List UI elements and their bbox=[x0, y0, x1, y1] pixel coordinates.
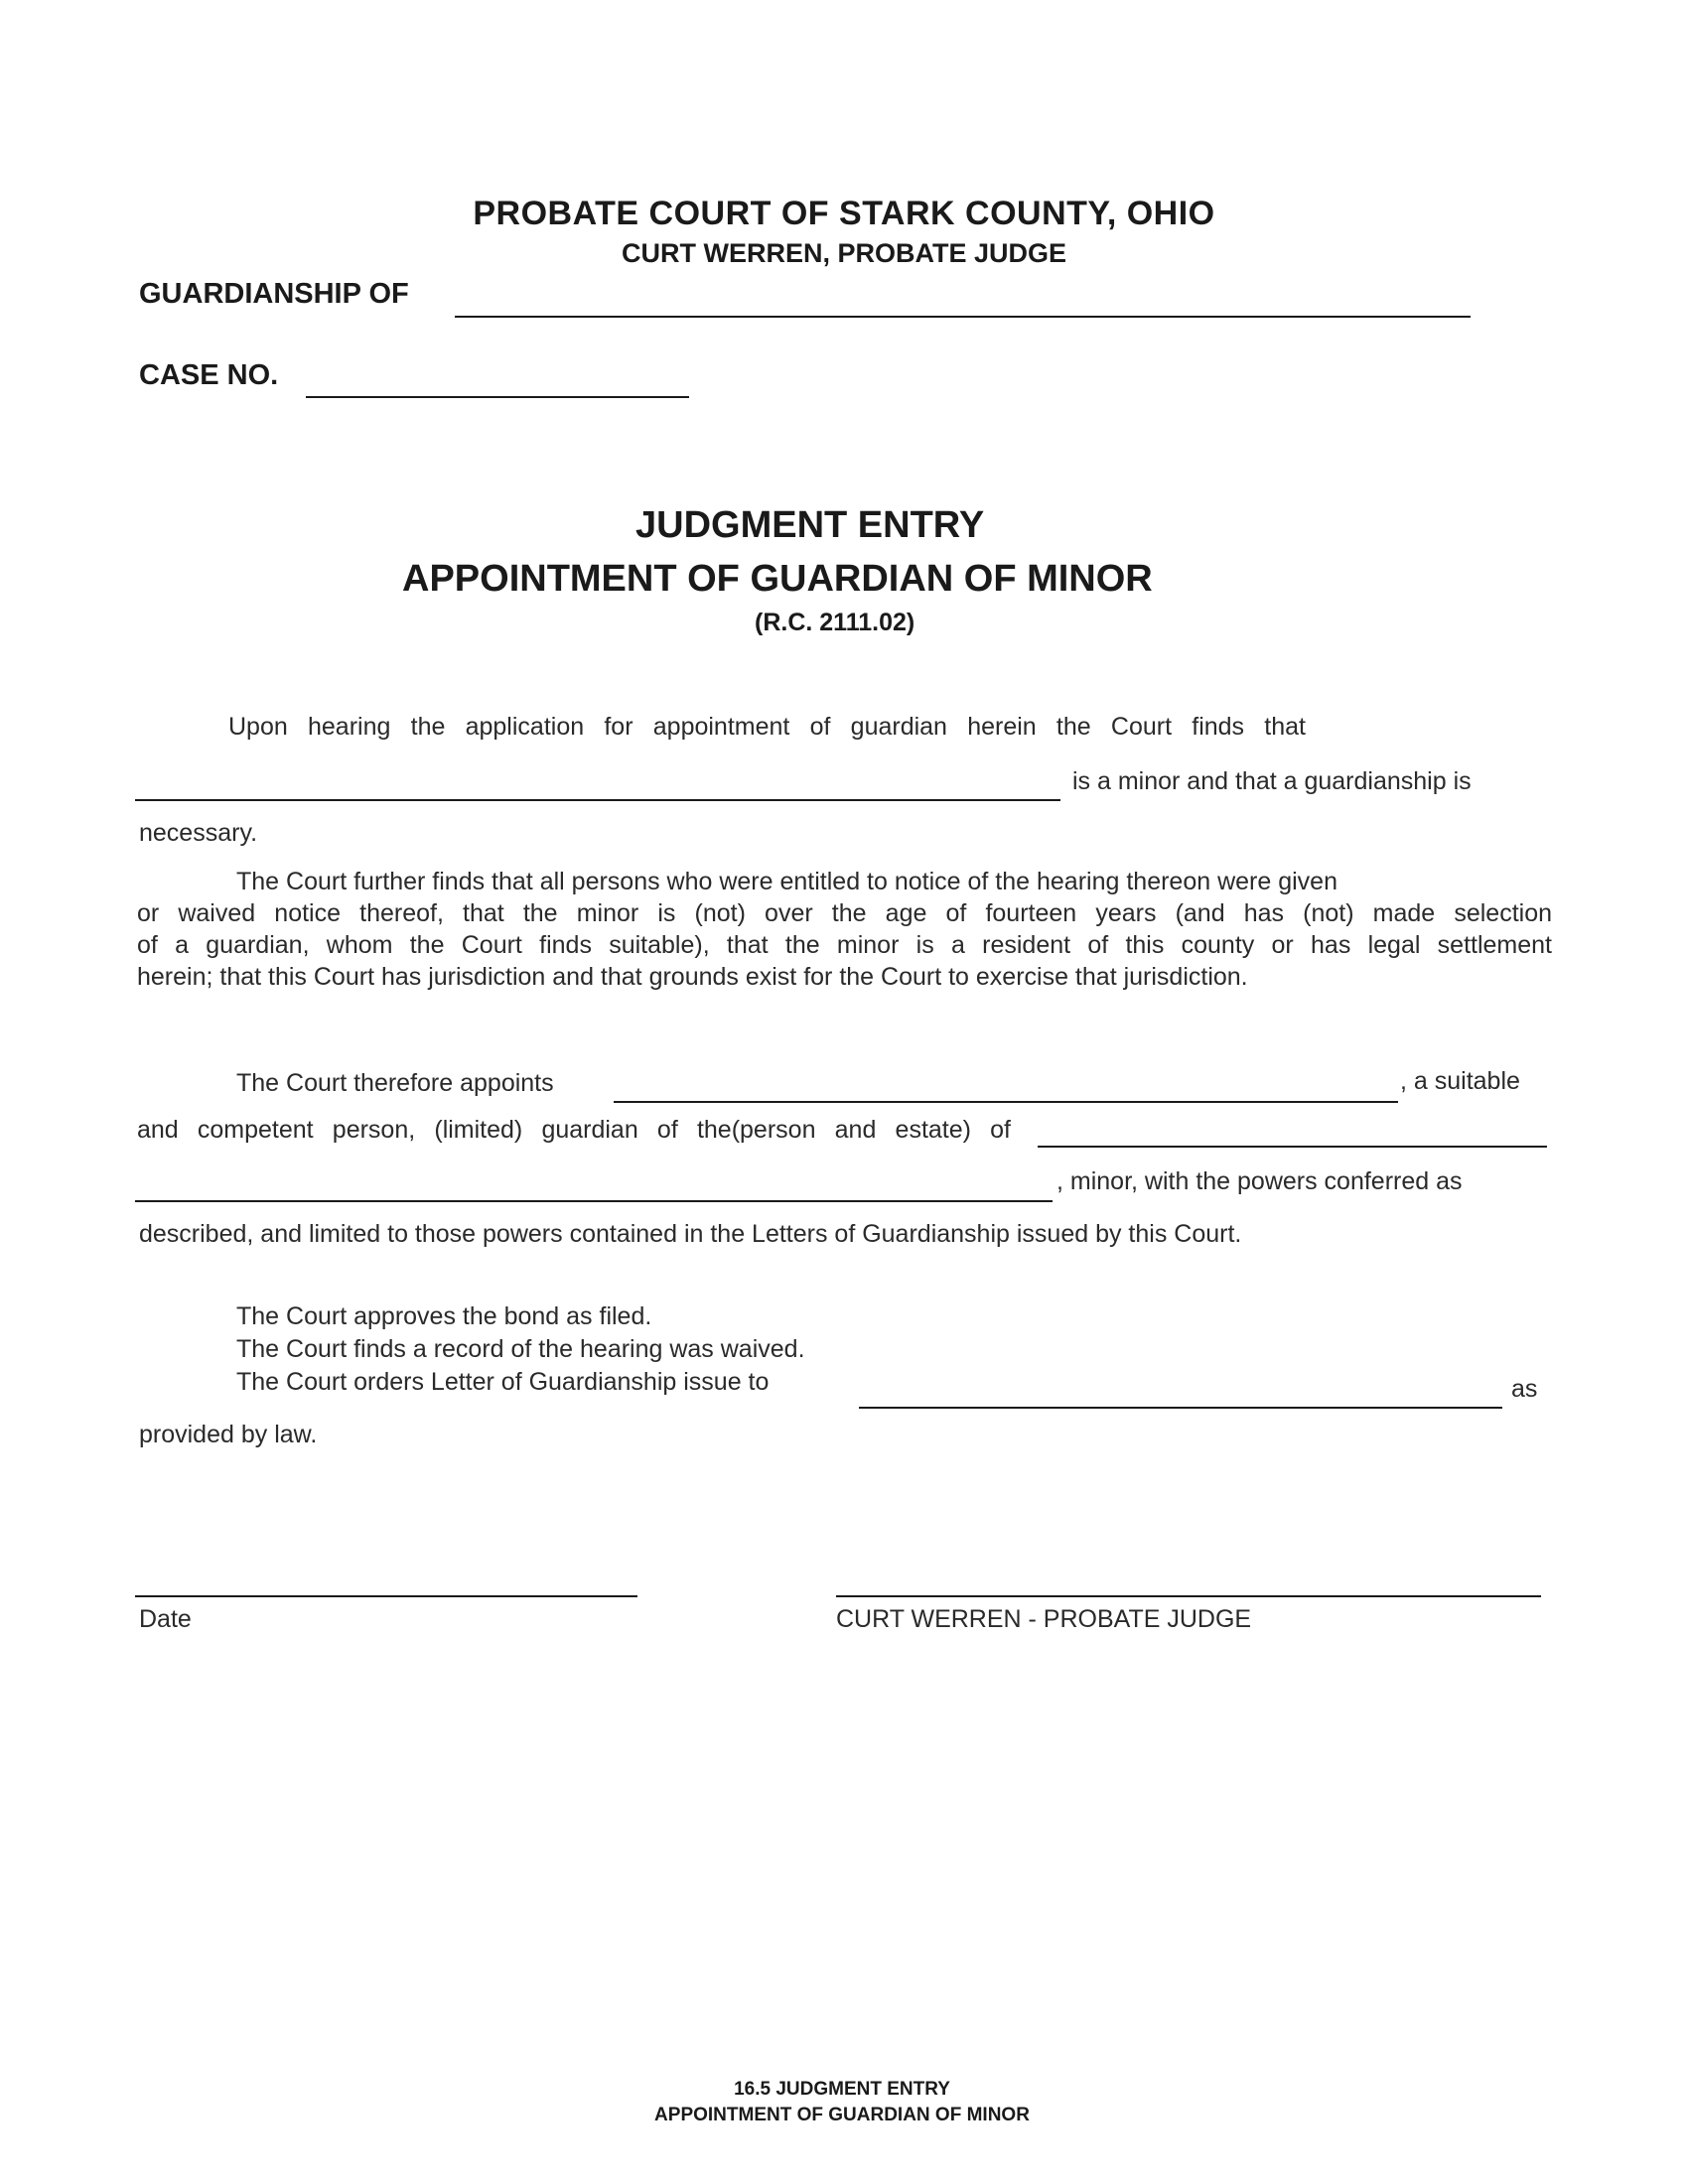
court-name: PROBATE COURT OF STARK COUNTY, OHIO bbox=[473, 195, 1215, 232]
competent-person-line: and competent person, (limited) guardian of the(person and estate) of bbox=[137, 1116, 1011, 1144]
notice-line-1: The Court further finds that all persons who were entitled to notice of the hearing thereon were given bbox=[236, 868, 1337, 895]
document-subtitle: APPOINTMENT OF GUARDIAN OF MINOR bbox=[402, 558, 1153, 600]
minor-powers-text: , minor, with the powers conferred as bbox=[1056, 1167, 1463, 1195]
ward-name-field-2[interactable] bbox=[135, 1200, 1053, 1202]
finding-line-2: is a minor and that a guardianship is bbox=[1072, 767, 1472, 795]
letters-order: The Court orders Letter of Guardianship issue to bbox=[236, 1368, 770, 1396]
provided-by-law: provided by law. bbox=[139, 1421, 318, 1448]
notice-line-4: herein; that this Court has jurisdiction and that grounds exist for the Court to exercise that jurisdiction. bbox=[137, 963, 1248, 991]
appoints-label: The Court therefore appoints bbox=[236, 1069, 554, 1097]
document-title: JUDGMENT ENTRY bbox=[635, 504, 985, 546]
judge-signature-field[interactable] bbox=[836, 1595, 1541, 1597]
statute-reference: (R.C. 2111.02) bbox=[755, 609, 915, 636]
judge-signature-label: CURT WERREN - PROBATE JUDGE bbox=[836, 1605, 1252, 1633]
minor-name-field[interactable] bbox=[135, 799, 1060, 801]
date-label: Date bbox=[139, 1605, 192, 1633]
as-text: as bbox=[1511, 1375, 1538, 1403]
notice-line-3: of a guardian, whom the Court finds suitable), that the minor is a resident of this county or has legal settlement bbox=[137, 931, 1552, 959]
record-statement: The Court finds a record of the hearing was waived. bbox=[236, 1335, 805, 1363]
notice-line-2: or waived notice thereof, that the minor is (not) over the age of fourteen years (and has (not) made selection bbox=[137, 899, 1552, 927]
date-field[interactable] bbox=[135, 1595, 637, 1597]
ward-name-field-1[interactable] bbox=[1038, 1146, 1547, 1148]
case-number-field[interactable] bbox=[306, 396, 689, 398]
suitable-text: , a suitable bbox=[1400, 1067, 1520, 1095]
judge-name: CURT WERREN, PROBATE JUDGE bbox=[621, 238, 1067, 268]
letters-recipient-field[interactable] bbox=[859, 1407, 1502, 1409]
finding-line-3: necessary. bbox=[139, 819, 258, 847]
footer-form-title: APPOINTMENT OF GUARDIAN OF MINOR bbox=[654, 2105, 1030, 2125]
guardian-name-field[interactable] bbox=[614, 1101, 1398, 1103]
letters-description: described, and limited to those powers contained in the Letters of Guardianship issued by this Court. bbox=[139, 1220, 1242, 1248]
finding-line-1: Upon hearing the application for appointment of guardian herein the Court finds that bbox=[228, 713, 1306, 741]
guardianship-label: GUARDIANSHIP OF bbox=[139, 278, 409, 310]
bond-statement: The Court approves the bond as filed. bbox=[236, 1302, 652, 1330]
guardianship-name-field[interactable] bbox=[455, 316, 1471, 318]
case-number-label: CASE NO. bbox=[139, 359, 279, 391]
footer-form-number: 16.5 JUDGMENT ENTRY bbox=[734, 2079, 950, 2100]
